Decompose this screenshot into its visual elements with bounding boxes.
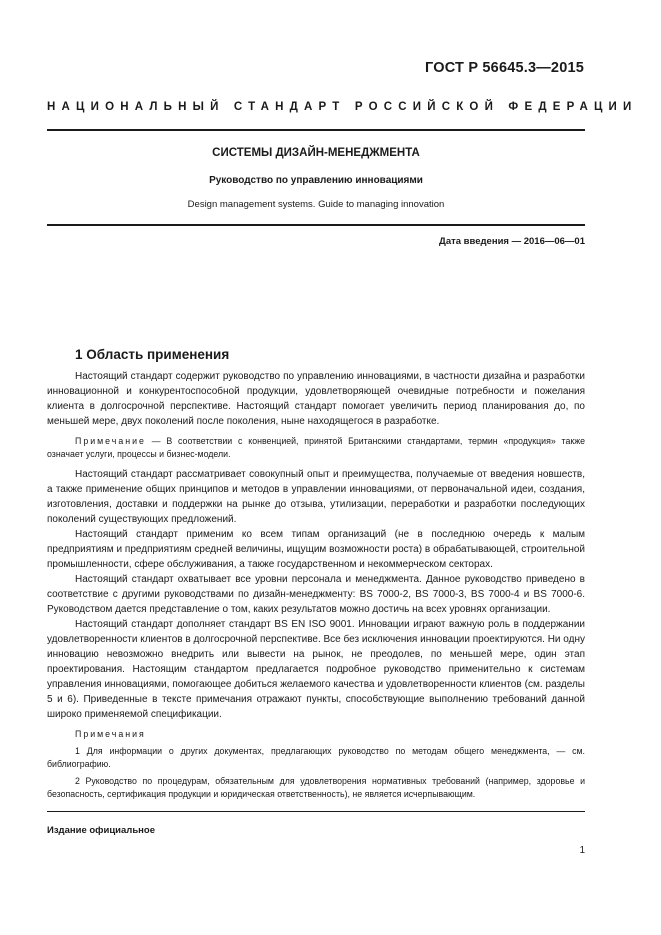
page-number: 1	[579, 845, 585, 856]
document-subtitle: Руководство по управлению инновациями	[209, 175, 423, 186]
standard-designation: ГОСТ Р 56645.3—2015	[425, 60, 584, 76]
paragraph-1: Настоящий стандарт содержит руководство по управлению инновациями, в частности дизайна и разработки инновационной и конкурентоспособной продукции, удовлетворяющей очевидные потребности и пожелания клиента в долгосрочной перспективе. Настоящий стандарт помогает увеличить период планирования до, по меньшей мере, двух поколений после поколения, ныне находящегося в разработке.	[47, 371, 585, 427]
section-body	[47, 369, 585, 801]
official-edition-label: Издание официальное	[47, 825, 155, 836]
note-1	[47, 435, 585, 461]
paragraph-3: Настоящий стандарт применим ко всем типам организаций (не в последнюю очередь к малым предприятиям и предприятиям средней величины, ищущим возможности роста) в обрабатывающей, строительной промышленности, сфере обслуживания, а также государственном и некоммерческом секторах.	[47, 529, 585, 570]
note-text: — В соответствии с конвенцией, принятой Британскими стандартами, термин «продукция» также означает услуги, процессы и бизнес-модели.	[47, 436, 585, 459]
national-standard-heading: НАЦИОНАЛЬНЫЙ СТАНДАРТ РОССИЙСКОЙ ФЕДЕРАЦИИ	[47, 101, 638, 113]
english-title: Design management systems. Guide to managing innovation	[187, 199, 445, 210]
note-b: 2 Руководство по процедурам, обязательным для удовлетворения нормативных требований (например, здоровье и безопасность, сертификация продукции и юридическая ответственность), не является исчерпывающим.	[47, 776, 585, 799]
note-label: Примечание	[75, 436, 146, 446]
paragraph-4: Настоящий стандарт охватывает все уровни персонала и менеджмента. Данное руководство приведено в соответствие с другими руководствами по дизайн-менеджменту: BS 7000-2, BS 7000-3, BS 7000-4 и BS 7000-6. Руководством дается представление о том, каких результатов можно достичь на всех уровнях организации.	[47, 574, 585, 615]
introduction-date: Дата введения — 2016—06—01	[439, 236, 585, 247]
section-heading: 1 Область применения	[75, 347, 230, 362]
title-bottom-rule	[47, 224, 585, 226]
note-a: 1 Для информации о других документах, предлагающих руководство по методам общего менеджмента, — см. библиографию.	[47, 746, 585, 769]
top-rule	[47, 129, 585, 131]
notes-label: Примечания	[75, 729, 146, 739]
document-title: СИСТЕМЫ ДИЗАЙН-МЕНЕДЖМЕНТА	[212, 147, 420, 159]
paragraph-2: Настоящий стандарт рассматривает совокупный опыт и преимущества, получаемые от введения новшеств, а также применение общих принципов и методов в управлении инновациями, от первоначальной идеи, создания, изготовления, доставки и поддержки на рынке до отзыва, утилизации, переработки и разработки последующих поколений существующих предложений.	[47, 469, 585, 525]
footer-rule	[47, 811, 585, 812]
paragraph-5: Настоящий стандарт дополняет стандарт BS EN ISO 9001. Инновации играют важную роль в поддержании удовлетворенности клиентов в долгосрочной перспективе. Все без исключения инновации проектируются. Ни одну инновацию невозможно внедрить или вывести на рынок, не преодолев, по меньшей мере, один этап проектирования. Настоящим стандартом предлагается подробное руководство применительно к системам управления инновациями, помогающее добиться желаемого качества и удовлетворенности клиентов (см. разделы 5 и 6). Приведенные в тексте примечания отражают пункты, способствующие выполнению требований данной широко применяемой спецификации.	[47, 619, 585, 720]
